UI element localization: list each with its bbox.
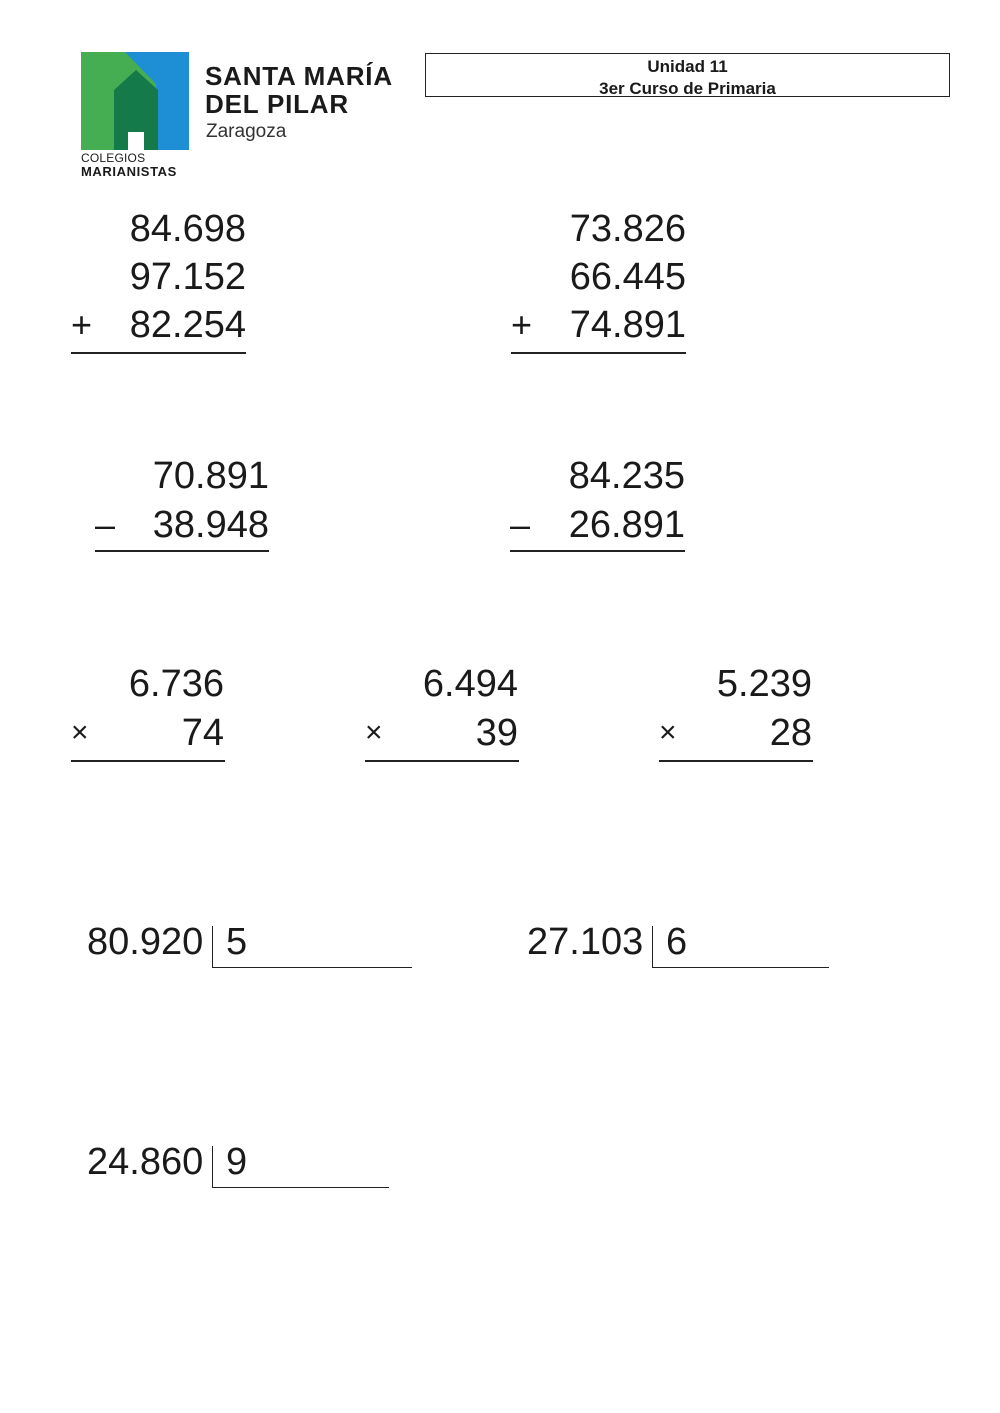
subtraction-2-operand-2: 26.891 [568, 504, 685, 546]
division-2-divisor: 6 [666, 921, 688, 963]
division-1-bracket-horizontal [212, 967, 412, 968]
brand-marianistas: MARIANISTAS [81, 164, 177, 179]
addition-2-operand-2: 66.445 [569, 256, 686, 298]
multiplication-2-operand-2: 39 [475, 712, 518, 754]
addition-1-operator: + [71, 304, 93, 345]
division-3-bracket-vertical [212, 1146, 213, 1188]
subtraction-2-operator: – [510, 504, 531, 545]
subtraction-1-operator: – [95, 504, 116, 545]
brand-colegios: COLEGIOS [81, 151, 146, 165]
multiplication-2-operand-1: 6.494 [422, 663, 518, 705]
division-3-divisor: 9 [226, 1141, 248, 1183]
multiplication-3-operator: × [659, 716, 677, 749]
division-1-dividend: 80.920 [87, 921, 204, 963]
addition-1-operand-2: 97.152 [129, 256, 246, 298]
unit-header-box [425, 53, 950, 97]
unit-title: Unidad 11 [647, 57, 728, 76]
subtraction-2-operand-1: 84.235 [568, 455, 685, 497]
subtraction-1-operand-2: 38.948 [152, 504, 269, 546]
division-2-bracket-horizontal [652, 967, 829, 968]
multiplication-3-operand-2: 28 [769, 712, 812, 754]
addition-1-result-line [71, 352, 246, 354]
school-name-line1: SANTA MARÍA [205, 61, 393, 91]
school-city: Zaragoza [206, 121, 287, 142]
multiplication-1-operator: × [71, 716, 89, 749]
multiplication-3-result-line [659, 760, 813, 762]
division-2-dividend: 27.103 [527, 921, 644, 963]
school-logo-icon [81, 52, 189, 150]
addition-2-operator: + [511, 304, 533, 345]
addition-2-operand-1: 73.826 [569, 208, 686, 250]
multiplication-1-operand-1: 6.736 [128, 663, 224, 705]
multiplication-2-result-line [365, 760, 519, 762]
division-1-divisor: 5 [226, 921, 248, 963]
subtraction-1-operand-1: 70.891 [152, 455, 269, 497]
multiplication-1-operand-2: 74 [181, 712, 224, 754]
division-1-bracket-vertical [212, 926, 213, 968]
multiplication-3-operand-1: 5.239 [716, 663, 812, 705]
addition-2-result-line [511, 352, 686, 354]
division-3-bracket-horizontal [212, 1187, 389, 1188]
subtraction-2-result-line [510, 550, 685, 552]
addition-2-operand-3: 74.891 [569, 304, 686, 346]
multiplication-1-result-line [71, 760, 225, 762]
addition-1-operand-1: 84.698 [129, 208, 246, 250]
subtraction-1-result-line [95, 550, 269, 552]
division-3-dividend: 24.860 [87, 1141, 204, 1183]
course-title: 3er Curso de Primaria [599, 79, 776, 98]
multiplication-2-operator: × [365, 716, 383, 749]
school-name-line2: DEL PILAR [205, 89, 349, 119]
division-2-bracket-vertical [652, 926, 653, 968]
addition-1-operand-3: 82.254 [129, 304, 246, 346]
